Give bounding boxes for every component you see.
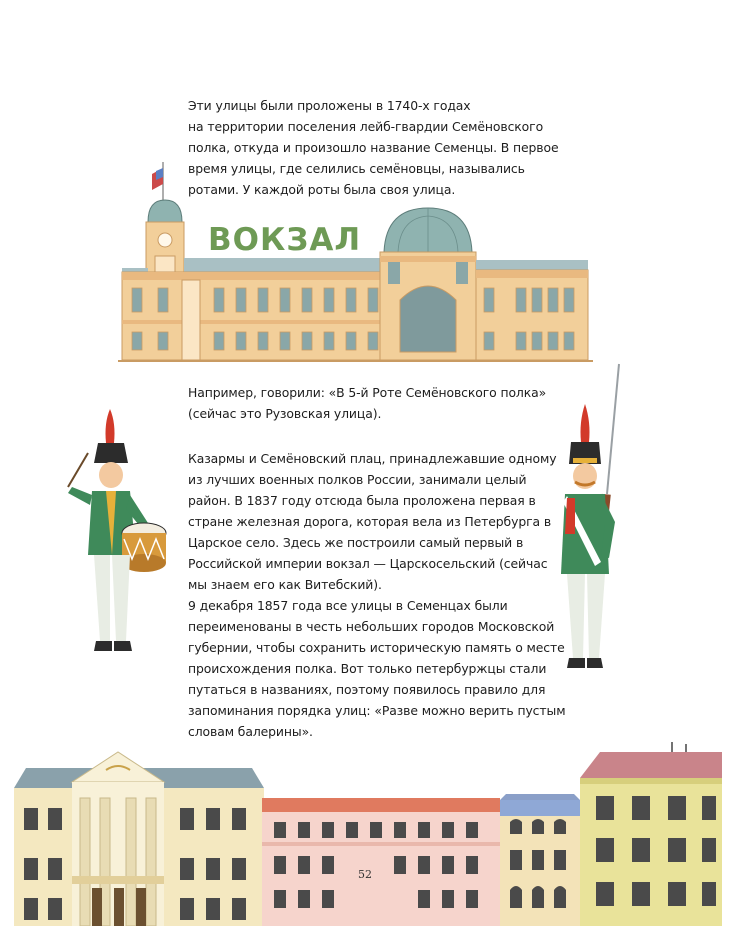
building-yellow	[580, 742, 722, 926]
station-title: ВОКЗАЛ	[208, 222, 362, 258]
text-line: Казармы и Семёновский плац, принадлежавшие одному	[188, 451, 557, 466]
text-line: (сейчас это Рузовская улица).	[188, 406, 382, 421]
building-salmon	[262, 798, 500, 926]
text-line: Например, говорили: «В 5-й Роте Семёновского полка»	[188, 385, 547, 400]
text-line: ротами. У каждой роты была своя улица.	[188, 182, 456, 197]
text-line: происхождения полка. Вот только петербуржцы стали	[188, 661, 547, 676]
building-classical	[14, 752, 264, 926]
text-line: на территории поселения лейб-гвардии Семёновского	[188, 119, 544, 134]
street-buildings-illustration	[0, 738, 738, 926]
text-line: стране железная дорога, которая вела из Петербурга в	[188, 514, 552, 529]
text-line: запоминания порядка улиц: «Разве можно верить пустым	[188, 703, 566, 718]
text-line: из лучших военных полков России, занимали целый	[188, 472, 527, 487]
text-line: 9 декабря 1857 года все улицы в Семенцах были	[188, 598, 508, 613]
text-line: район. В 1837 году отсюда была проложена первая в	[188, 493, 536, 508]
building-blue	[500, 794, 580, 926]
text-line: переименованы в честь небольших городов Московской	[188, 619, 555, 634]
example-paragraph	[188, 382, 546, 424]
text-line: путаться в названиях, поэтому появилось правило для	[188, 682, 546, 697]
station-illustration	[118, 160, 593, 365]
text-line: время улицы, где селились семёновцы, назывались	[188, 161, 525, 176]
text-line: словам балерины».	[188, 724, 313, 739]
text-line: мы знаем его как Витебский).	[188, 577, 382, 592]
text-line: Царское село. Здесь же построили самый первый в	[188, 535, 524, 550]
history-paragraph	[188, 448, 565, 742]
text-line: полка, откуда и произошло название Семенцы. В первое	[188, 140, 559, 155]
drummer-illustration	[48, 405, 178, 663]
text-line: Эти улицы были проложены в 1740-х годах	[188, 98, 471, 113]
page-number: 52	[358, 868, 372, 881]
text-line: губернии, чтобы сохранить историческую память о месте	[188, 640, 565, 655]
text-line: Российской империи вокзал — Царскосельский (сейчас	[188, 556, 548, 571]
